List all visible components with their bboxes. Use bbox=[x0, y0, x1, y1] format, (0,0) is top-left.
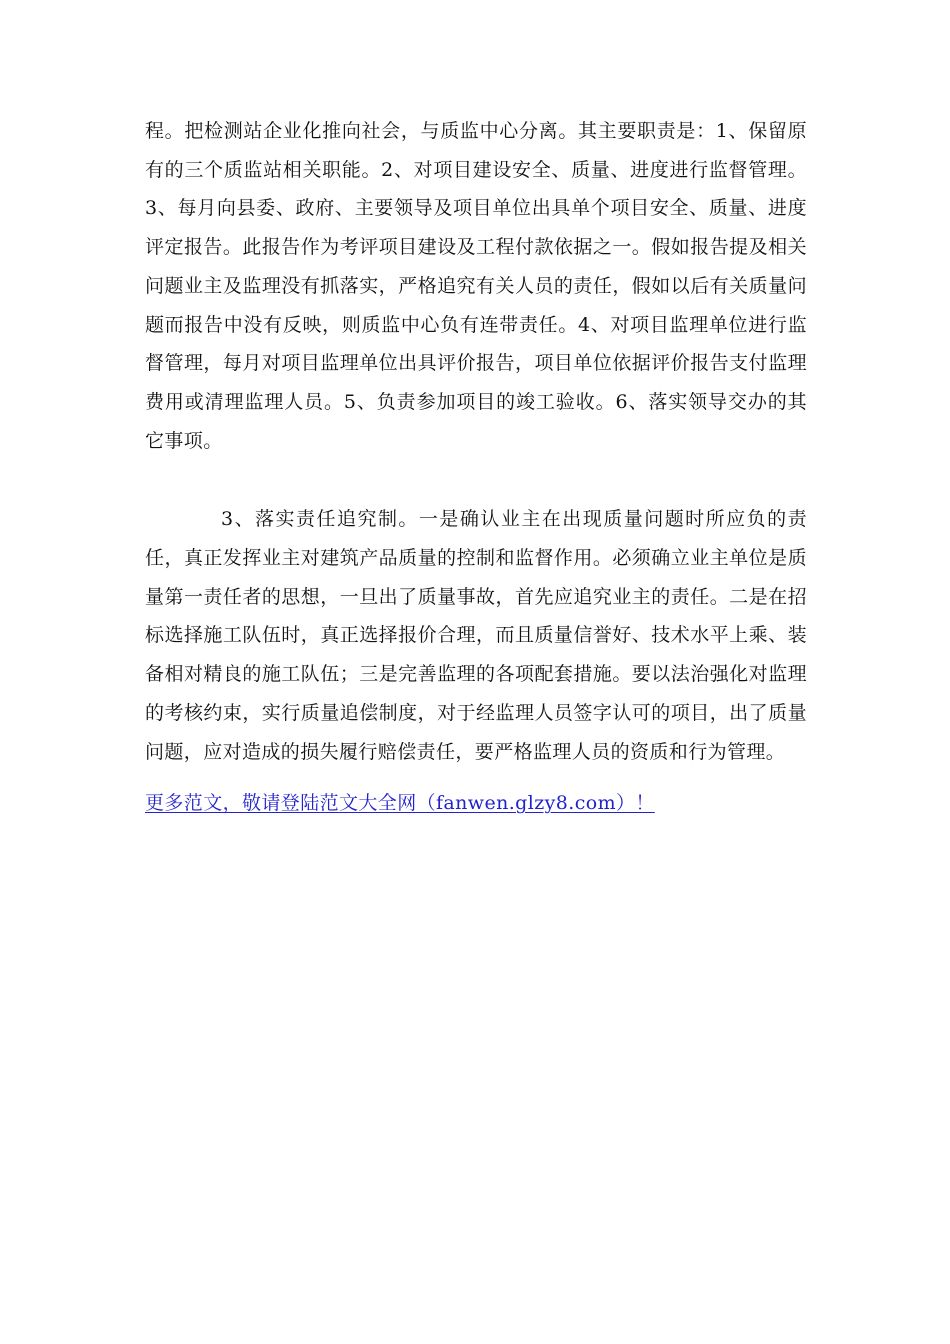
paragraph-accountability: 3、落实责任追究制。一是确认业主在出现质量问题时所应负的责任，真正发挥业主对建筑产品质量的控制和监督作用。必须确立业主单位是质量第一责任者的思想，一旦出了质量事故，首先应追究业主的责任。二是在招标选择施工队伍时，真正选择报价合理，而且质量信誉好、技术水平上乘、装备相对精良的施工队伍；三是完善监理的各项配套措施。要以法治强化对监理的考核约束，实行质量追偿制度，对于经监理人员签字认可的项目，出了质量问题，应对造成的损失履行赔偿责任，要严格监理人员的资质和行为管理。 bbox=[145, 508, 807, 763]
paragraph-responsibilities: 程。把检测站企业化推向社会，与质监中心分离。其主要职责是：1、保留原有的三个质监站相关职能。2、对项目建设安全、质量、进度进行监督管理。3、每月向县委、政府、主要领导及项目单位出具单个项目安全、质量、进度评定报告。此报告作为考评项目建设及工程付款依据之一。假如报告提及相关问题业主及监理没有抓落实，严格追究有关人员的责任，假如以后有关质量问题而报告中没有反映，则质监中心负有连带责任。4、对项目监理单位进行监督管理，每月对项目监理单位出具评价报告，项目单位依据评价报告支付监理费用或清理监理人员。5、负责参加项目的竣工验收。6、落实领导交办的其它事项。 bbox=[145, 120, 807, 452]
document-body bbox=[145, 112, 807, 823]
more-articles-link[interactable]: 更多范文，敬请登陆范文大全网（fanwen.glzy8.com）！ bbox=[145, 792, 655, 815]
